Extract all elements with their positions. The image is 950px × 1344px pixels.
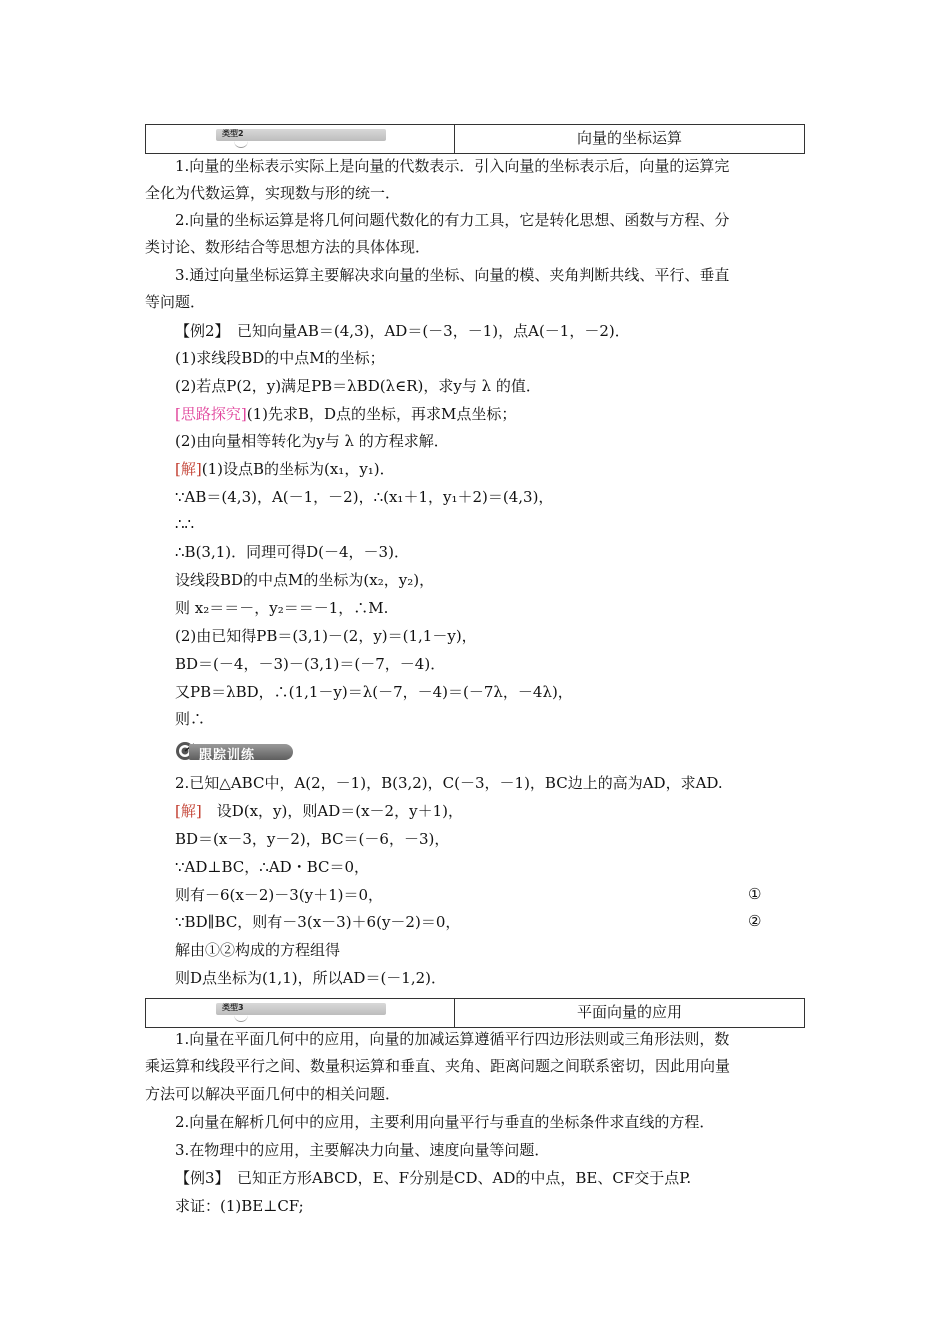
section-header-3 xyxy=(145,998,805,1028)
example-2 xyxy=(175,321,837,341)
example-label: 【例2】 xyxy=(175,322,223,340)
example-3 xyxy=(175,1168,837,1188)
solution-line-4: ∴B(3,1)．同理可得D(－4，－3)． xyxy=(175,543,409,561)
solution-label: [解] xyxy=(175,460,202,478)
training-badge xyxy=(175,740,293,762)
solution-line-8: BD＝(－4，－3)－(3,1)＝(－7，－4)． xyxy=(175,655,446,673)
example-text: 已知正方形ABCD，E、F分别是CD、AD的中点，BE、CF交于点P. xyxy=(222,1169,692,1187)
training-solution-6: 解由①②构成的方程组得 xyxy=(175,941,341,959)
s3-paragraph-1-line-2: 乘运算和线段平行之间、数量积运算和垂直、夹角、距离问题之间联系密切，因此用向量 xyxy=(145,1057,731,1075)
tag-decoration-icon xyxy=(234,1013,248,1022)
section-tag-label: 类型3 xyxy=(222,1003,244,1012)
example-3-question-1: 求证：(1)BE⊥CF; xyxy=(175,1197,304,1215)
s3-paragraph-1-line-3: 方法可以解决平面几何中的相关问题． xyxy=(145,1085,401,1103)
solution-line-5: 设线段BD的中点M的坐标为(x₂，y₂)， xyxy=(175,571,435,589)
training-solution-7: 则D点坐标为(1,1)，所以AD＝(－1,2)． xyxy=(175,969,447,987)
s3-paragraph-3: 3.在物理中的应用，主要解决力向量、速度向量等问题． xyxy=(175,1141,550,1159)
paragraph-3-line-2: 等问题． xyxy=(145,293,206,311)
solution-line-2: ∵AB＝(4,3)，A(－1，－2)，∴(x₁＋1，y₁＋2)＝(4,3)， xyxy=(175,488,554,506)
section-tag-label: 类型2 xyxy=(222,129,244,138)
paragraph-1-line-2: 全化为代数运算，实现数与形的统一． xyxy=(145,184,401,202)
hint-line-2: (2)由向量相等转化为y与 λ 的方程求解． xyxy=(175,432,449,450)
paragraph-3-line-1: 3.通过向量坐标运算主要解决求向量的坐标、向量的模、夹角判断共线、平行、垂直 xyxy=(175,266,730,284)
section-title: 平面向量的应用 xyxy=(576,1003,682,1021)
example-label: 【例3】 xyxy=(175,1169,223,1187)
tag-decoration-icon xyxy=(234,139,248,148)
training-solution-5: ∵BD∥BC，则有－3(x－3)＋6(y－2)＝0， xyxy=(175,913,461,931)
paragraph-2-line-1: 2.向量的坐标运算是将几何问题代数化的有力工具，它是转化思想、函数与方程、分 xyxy=(175,211,730,229)
training-solution-text: 设D(x，y)，则AD＝(x－2，y＋1)， xyxy=(201,802,463,820)
solution-line-10: 则∴ xyxy=(175,710,206,728)
training-bar xyxy=(189,744,293,763)
s3-paragraph-1-line-1: 1.向量在平面几何中的应用，向量的加减运算遵循平行四边形法则或三角形法则，数 xyxy=(175,1030,730,1048)
training-solution-1 xyxy=(175,801,837,821)
training-label: 跟踪训练 xyxy=(199,748,256,763)
equation-marker-2: ② xyxy=(748,912,762,930)
training-solution-4: 则有－6(x－2)－3(y＋1)＝0， xyxy=(175,886,384,904)
training-question: 2.已知△ABC中，A(2，－1)，B(3,2)，C(－3，－1)，BC边上的高为AD，求AD. xyxy=(175,774,723,792)
question-2: (2)若点P(2，y)满足PB＝λBD(λ∈R)，求y与 λ 的值． xyxy=(175,377,541,395)
solution-line-7: (2)由已知得PB＝(3,1)－(2，y)＝(1,1－y)， xyxy=(175,627,477,645)
question-1: (1)求线段BD的中点M的坐标； xyxy=(175,349,385,367)
section-header-2 xyxy=(145,124,805,154)
solution-line-9: 又PB＝λBD，∴(1,1－y)＝λ(－7，－4)＝(－7λ，－4λ)， xyxy=(175,683,573,701)
hint-label: [思路探究] xyxy=(175,405,247,423)
solution-line-1 xyxy=(175,459,837,479)
hint xyxy=(175,404,837,424)
training-solution-3: ∵AD⊥BC，∴AD・BC＝0， xyxy=(175,858,370,876)
solution-text: (1)设点B的坐标为(x₁，y₁)． xyxy=(201,460,395,478)
example-text: 已知向量AB＝(4,3)，AD＝(－3，－1)，点A(－1，－2)． xyxy=(222,322,630,340)
solution-line-6: 则 x₂＝＝－，y₂＝＝－1，∴M. xyxy=(175,599,389,617)
s3-paragraph-2: 2.向量在解析几何中的应用，主要利用向量平行与垂直的坐标条件求直线的方程． xyxy=(175,1113,715,1131)
section-tag-cell xyxy=(146,999,455,1027)
solution-line-3: ∴∴ xyxy=(175,515,195,533)
section-title: 向量的坐标运算 xyxy=(576,129,682,147)
equation-marker-1: ① xyxy=(748,885,762,903)
training-solution-label: [解] xyxy=(175,802,202,820)
paragraph-2-line-2: 类讨论、数形结合等思想方法的具体体现． xyxy=(145,238,431,256)
paragraph-1-line-1: 1.向量的坐标表示实际上是向量的代数表示．引入向量的坐标表示后，向量的运算完 xyxy=(175,157,730,175)
training-solution-2: BD＝(x－3，y－2)，BC＝(－6，－3)， xyxy=(175,830,450,848)
hint-text: (1)先求B，D点的坐标，再求M点坐标； xyxy=(246,405,517,423)
section-tag-cell xyxy=(146,125,455,153)
